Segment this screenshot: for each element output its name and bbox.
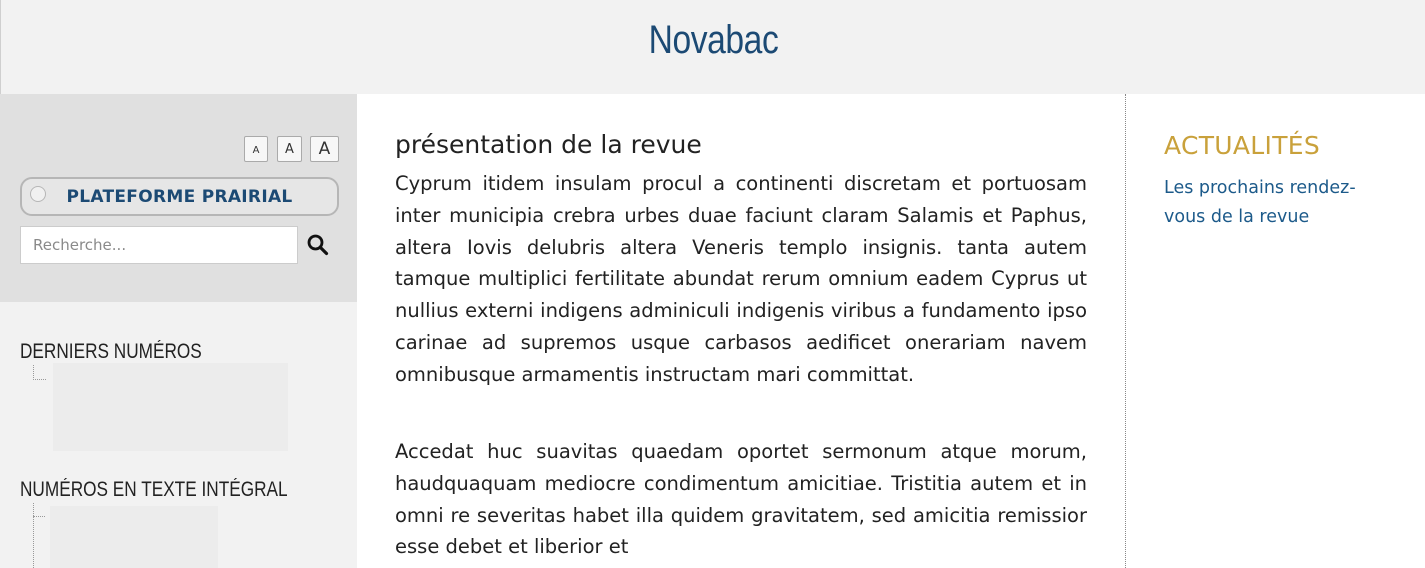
- news-link[interactable]: Les prochains rendez-vous de la revue: [1164, 178, 1356, 227]
- font-size-small-button[interactable]: A: [244, 136, 268, 162]
- second-paragraph: Accedat huc suavitas quaedam oportet sermonum atque morum, haudquaquam mediocre condimentum amicitiae. Tristitia autem et in omni re severitas habet illa quidem gravitatem, sed amicitia remissior esse debet et liberior et: [395, 440, 1087, 559]
- font-size-medium-button[interactable]: A: [277, 136, 302, 162]
- platform-button-label: PLATEFORME PRAIRIAL: [66, 186, 293, 207]
- search-icon[interactable]: [307, 234, 329, 256]
- site-title[interactable]: Novabac: [648, 18, 779, 62]
- tree-connector: [33, 503, 46, 568]
- tree-connector: [33, 515, 45, 517]
- full-text-issues-heading: NUMÉROS EN TEXTE INTÉGRAL: [20, 478, 288, 501]
- news-heading: ACTUALITÉS: [1164, 131, 1321, 160]
- tree-connector: [33, 365, 46, 380]
- column-divider: [1125, 94, 1126, 568]
- radio-icon: [30, 186, 46, 202]
- platform-prairial-button[interactable]: [20, 177, 339, 216]
- full-text-issues-list: [50, 506, 218, 568]
- site-header: [0, 0, 1425, 94]
- intro-paragraph: Cyprum itidem insulam procul a continenti discretam et portuosam inter municipia crebra urbes duae faciunt claram Salamis et Paphus, altera Iovis delubris altera Veneris templo insignis. tanta autem tamque multiplici fertilitate abundat rerum omnium eadem Cyprus ut nullius externi indigens adminiculi indigenis viribus a fundamento ipso carinae ad supremos usque carbasos aedificet onerariam navem omnibusque armamentis instructam mari committat.: [395, 172, 1087, 386]
- latest-issues-heading: DERNIERS NUMÉROS: [20, 340, 202, 363]
- page-title: présentation de la revue: [395, 130, 702, 159]
- font-size-large-button[interactable]: A: [310, 136, 339, 162]
- search-input[interactable]: [20, 226, 298, 264]
- latest-issues-list: [53, 363, 288, 451]
